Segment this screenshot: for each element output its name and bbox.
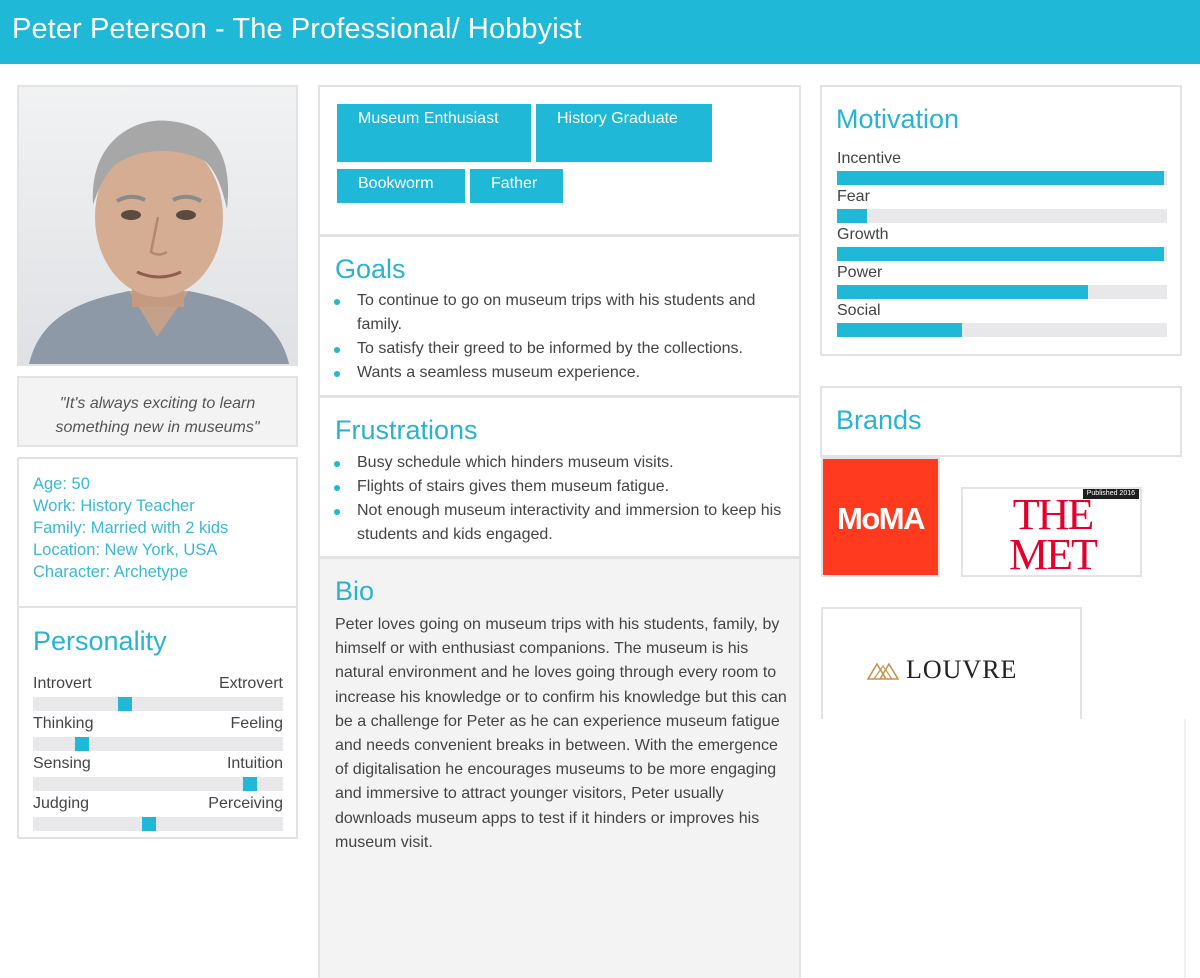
trait-right-label: Intuition: [226, 755, 283, 772]
trait-left-label: Sensing: [33, 755, 91, 772]
info-family: Family: Married with 2 kids: [33, 519, 229, 537]
motivation-incentive: [837, 150, 1167, 188]
info-character: Character: Archetype: [33, 563, 188, 581]
frustrations-title: Frustrations: [335, 415, 478, 445]
list-item: To satisfy their greed to be informed by the collections.: [334, 337, 790, 361]
trait-judging-perceiving: [33, 795, 283, 835]
louvre-pyramid-icon: [867, 660, 899, 680]
moma-logo: [821, 457, 940, 577]
motivation-bar: [837, 209, 867, 223]
tag-museum-enthusiast: Museum Enthusiast: [337, 104, 531, 162]
brands-title: Brands: [836, 405, 922, 435]
motivation-track: [837, 285, 1167, 299]
trait-left-label: Judging: [33, 795, 90, 812]
trait-track: [33, 817, 283, 831]
quote-text: "It's always exciting to learn something new in museums": [55, 395, 260, 436]
personality-panel: [17, 606, 298, 839]
list-item: Flights of stairs gives them museum fatigue.: [334, 475, 790, 499]
motivation-label: Incentive: [837, 150, 902, 167]
list-item: Wants a seamless museum experience.: [334, 361, 790, 385]
frustrations-panel: [318, 396, 801, 558]
frustrations-list: [334, 451, 790, 547]
motivation-track: [837, 247, 1167, 261]
met-logo: [961, 487, 1142, 577]
info-work: Work: History Teacher: [33, 497, 195, 515]
motivation-bar: [837, 285, 1088, 299]
trait-sensing-intuition: [33, 755, 283, 795]
persona-photo: [17, 85, 298, 366]
avatar-illustration: [19, 87, 296, 364]
met-wordmark-line2: MET: [1009, 530, 1096, 577]
moma-wordmark: MoMA: [837, 501, 924, 536]
motivation-bar: [837, 323, 962, 337]
info-location: Location: New York, USA: [33, 541, 218, 559]
trait-marker: [243, 777, 257, 791]
page-title: Peter Peterson - The Professional/ Hobbyist: [12, 13, 582, 45]
persona-info: [17, 457, 298, 608]
info-age: Age: 50: [33, 475, 90, 493]
goals-list: [334, 289, 790, 385]
trait-right-label: Feeling: [230, 715, 283, 732]
louvre-wordmark: LOUVRE: [906, 655, 1018, 684]
tag-father: Father: [470, 169, 563, 203]
trait-right-label: Perceiving: [208, 795, 283, 812]
trait-marker: [118, 697, 132, 711]
brands-panel: [820, 386, 1182, 457]
met-published-badge: Published 2016: [1083, 489, 1139, 499]
motivation-power: [837, 264, 1167, 302]
trait-right-label: Extrovert: [218, 675, 283, 692]
goals-panel: [318, 235, 801, 397]
tag-bookworm: Bookworm: [337, 169, 465, 203]
motivation-title: Motivation: [836, 104, 960, 134]
motivation-panel: [820, 85, 1182, 356]
tags-panel: [318, 85, 801, 236]
met-wordmark-line1: THE: [1012, 490, 1093, 539]
list-item: To continue to go on museum trips with his students and family.: [334, 289, 790, 337]
bio-panel: [318, 557, 801, 978]
motivation-label: Power: [837, 264, 883, 281]
trait-left-label: Introvert: [33, 675, 92, 692]
trait-marker: [142, 817, 156, 831]
motivation-bar: [837, 247, 1164, 261]
trait-track: [33, 777, 283, 791]
motivation-track: [837, 209, 1167, 223]
bio-title: Bio: [335, 576, 375, 606]
motivation-track: [837, 171, 1167, 185]
empty-area: [820, 719, 1186, 978]
bio-text: Peter loves going on museum trips with his students, family, by himself or with enthusiast companions. The museum is his natural environment and he loves going through every room to increase his knowledge or to confirm his knowledge but this can be a challenge for Peter as he can experience museum fatigue and needs convenient breaks in between. With the emergence of digitalisation he encourages museums to be more engaging and immersive to attract younger visitors, Peter usually downloads museum apps to test if it hinders or improves his museum visit.: [335, 616, 787, 851]
trait-marker: [75, 737, 89, 751]
trait-track: [33, 697, 283, 711]
tag-history-graduate: History Graduate: [536, 104, 712, 162]
motivation-label: Social: [837, 302, 881, 319]
trait-thinking-feeling: [33, 715, 283, 755]
header-bar: [0, 0, 1200, 64]
goals-title: Goals: [335, 254, 406, 284]
persona-quote: [17, 376, 298, 447]
trait-introvert-extrovert: [33, 675, 283, 715]
trait-left-label: Thinking: [33, 715, 94, 732]
motivation-label: Growth: [837, 226, 889, 243]
motivation-bar: [837, 171, 1164, 185]
motivation-label: Fear: [837, 188, 870, 205]
motivation-social: [837, 302, 1167, 340]
personality-title: Personality: [33, 626, 167, 656]
list-item: Busy schedule which hinders museum visits.: [334, 451, 790, 475]
motivation-fear: [837, 188, 1167, 226]
louvre-logo: [821, 607, 1082, 719]
motivation-track: [837, 323, 1167, 337]
trait-track: [33, 737, 283, 751]
motivation-growth: [837, 226, 1167, 264]
list-item: Not enough museum interactivity and immersion to keep his students and kids engaged.: [334, 499, 790, 547]
